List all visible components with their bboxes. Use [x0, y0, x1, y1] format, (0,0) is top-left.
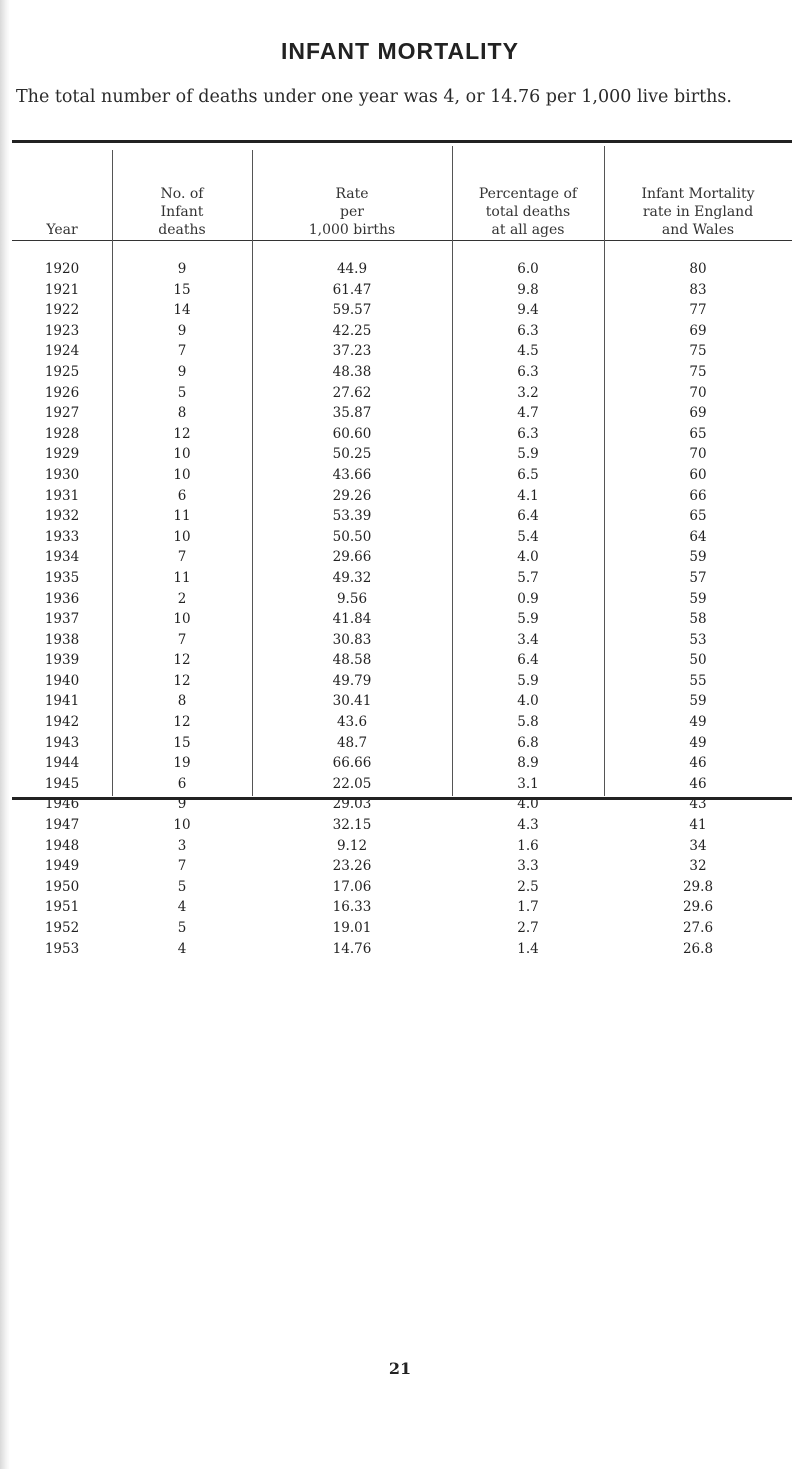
year-cell: 1951: [44, 899, 80, 916]
england-rate-cell: 77: [689, 302, 707, 319]
table-row: [12, 877, 792, 898]
percentage-cell: 4.3: [517, 817, 539, 834]
deaths-cell: 7: [177, 343, 187, 360]
rate-cell: 41.84: [332, 611, 372, 628]
percentage-cell: 1.6: [517, 837, 539, 854]
header-rate-line: 1,000 births: [308, 222, 396, 238]
table-row: [12, 341, 792, 362]
table-row: [12, 321, 792, 342]
header-deaths: [112, 143, 252, 247]
year-cell: 1946: [44, 796, 80, 813]
england-rate-cell: 49: [689, 714, 707, 731]
deaths-cell: 5: [177, 384, 187, 401]
table-row: [12, 691, 792, 712]
percentage-cell: 6.4: [517, 508, 539, 525]
deaths-cell: 11: [173, 508, 191, 525]
table-row: [12, 362, 792, 383]
rate-cell: 22.05: [332, 775, 372, 792]
deaths-cell: 9: [177, 363, 187, 380]
rate-cell: 32.15: [332, 817, 372, 834]
header-percentage-line: at all ages: [491, 222, 565, 238]
percentage-cell: 6.3: [517, 363, 539, 380]
table-header-row: [12, 143, 792, 247]
england-rate-cell: 70: [689, 446, 707, 463]
table-row: [12, 794, 792, 815]
england-rate-cell: 46: [689, 755, 707, 772]
rate-cell: 23.26: [332, 858, 372, 875]
header-percentage-line: Percentage of: [478, 186, 578, 202]
table-row: [12, 836, 792, 857]
table-row: [12, 547, 792, 568]
england-rate-cell: 59: [689, 693, 707, 710]
deaths-cell: 4: [177, 940, 187, 957]
rate-cell: 49.32: [332, 569, 372, 586]
england-rate-cell: 57: [689, 569, 707, 586]
header-england-line: and Wales: [661, 222, 735, 238]
rate-cell: 17.06: [332, 878, 372, 895]
rate-cell: 30.41: [332, 693, 372, 710]
deaths-cell: 3: [177, 837, 187, 854]
percentage-cell: 5.9: [517, 446, 539, 463]
deaths-cell: 10: [173, 446, 191, 463]
deaths-cell: 12: [173, 672, 191, 689]
rate-cell: 29.66: [332, 549, 372, 566]
deaths-cell: 10: [173, 611, 191, 628]
table-row: [12, 650, 792, 671]
england-rate-cell: 59: [689, 549, 707, 566]
england-rate-cell: 69: [689, 405, 707, 422]
rate-cell: 44.9: [336, 261, 368, 277]
year-cell: 1934: [44, 549, 80, 566]
table-row: [12, 568, 792, 589]
deaths-cell: 15: [173, 734, 191, 751]
table-row: [12, 609, 792, 630]
england-rate-cell: 75: [689, 343, 707, 360]
england-rate-cell: 65: [689, 425, 707, 442]
header-percentage: [452, 143, 604, 247]
year-cell: 1935: [44, 569, 80, 586]
percentage-cell: 1.4: [517, 940, 539, 957]
rate-cell: 27.62: [332, 384, 372, 401]
table-row: [12, 486, 792, 507]
rate-cell: 9.56: [336, 590, 368, 607]
table-row: [12, 630, 792, 651]
year-cell: 1952: [44, 920, 80, 936]
rate-cell: 66.66: [332, 755, 372, 772]
percentage-cell: 9.4: [517, 302, 539, 319]
header-england-wales: [604, 143, 792, 247]
england-rate-cell: 29.6: [682, 899, 714, 916]
table-row: [12, 465, 792, 486]
year-cell: 1933: [44, 528, 80, 545]
table-row: [12, 897, 792, 918]
table-row: [12, 712, 792, 733]
england-rate-cell: 43: [689, 796, 707, 813]
year-cell: 1930: [44, 466, 80, 483]
year-cell: 1949: [44, 858, 80, 875]
england-rate-cell: 69: [689, 322, 707, 339]
year-cell: 1937: [44, 611, 80, 628]
table-row: [12, 733, 792, 754]
deaths-cell: 14: [173, 302, 191, 319]
year-cell: 1950: [44, 878, 80, 895]
rate-cell: 19.01: [332, 920, 372, 936]
percentage-cell: 4.0: [517, 693, 539, 710]
percentage-cell: 4.5: [517, 343, 539, 360]
deaths-cell: 6: [177, 775, 187, 792]
england-rate-cell: 66: [689, 487, 707, 504]
deaths-cell: 2: [177, 590, 187, 607]
year-cell: 1943: [44, 734, 80, 751]
rate-cell: 59.57: [332, 302, 372, 319]
deaths-cell: 9: [177, 796, 187, 813]
percentage-cell: 3.2: [517, 384, 539, 401]
table-row: [12, 939, 792, 960]
england-rate-cell: 34: [689, 837, 707, 854]
year-cell: 1940: [44, 672, 80, 689]
england-rate-cell: 55: [689, 672, 707, 689]
year-cell: 1936: [44, 590, 80, 607]
page-title: INFANT MORTALITY: [281, 38, 519, 64]
percentage-cell: 8.9: [517, 755, 539, 772]
rate-cell: 48.38: [332, 363, 372, 380]
deaths-cell: 9: [177, 322, 187, 339]
percentage-cell: 5.9: [517, 672, 539, 689]
page-edge-shadow: [0, 0, 10, 1469]
table-row: [12, 527, 792, 548]
header-deaths-line: Infant: [160, 204, 204, 220]
header-deaths-line: No. of: [160, 186, 204, 202]
england-rate-cell: 46: [689, 775, 707, 792]
england-rate-cell: 83: [689, 281, 707, 298]
year-cell: 1938: [44, 631, 80, 648]
percentage-cell: 6.3: [517, 322, 539, 339]
intro-text: The total number of deaths under one year was 4, or 14.76 per 1,000 live births.: [16, 87, 732, 107]
england-rate-cell: 64: [689, 528, 707, 545]
rate-cell: 43.6: [336, 714, 368, 731]
year-cell: 1923: [44, 322, 80, 339]
rate-cell: 35.87: [332, 405, 372, 422]
england-rate-cell: 53: [689, 631, 707, 648]
england-rate-cell: 27.6: [682, 920, 714, 936]
deaths-cell: 10: [173, 528, 191, 545]
header-year-line: Year: [46, 222, 78, 238]
deaths-cell: 12: [173, 714, 191, 731]
year-cell: 1953: [44, 940, 80, 957]
percentage-cell: 3.4: [517, 631, 539, 648]
deaths-cell: 19: [173, 755, 191, 772]
england-rate-cell: 32: [689, 858, 707, 875]
percentage-cell: 4.7: [517, 405, 539, 422]
england-rate-cell: 65: [689, 508, 707, 525]
header-england-line: rate in England: [642, 204, 754, 220]
rate-cell: 9.12: [336, 837, 368, 854]
england-rate-cell: 50: [689, 652, 707, 669]
percentage-cell: 5.4: [517, 528, 539, 545]
percentage-cell: 5.9: [517, 611, 539, 628]
table-row: [12, 918, 792, 939]
rate-cell: 50.25: [332, 446, 372, 463]
deaths-cell: 6: [177, 487, 187, 504]
year-cell: 1929: [44, 446, 80, 463]
year-cell: 1928: [44, 425, 80, 442]
table-row: [12, 815, 792, 836]
rate-cell: 37.23: [332, 343, 372, 360]
year-cell: 1931: [44, 487, 80, 504]
table-row: [12, 444, 792, 465]
percentage-cell: 5.8: [517, 714, 539, 731]
percentage-cell: 4.0: [517, 549, 539, 566]
percentage-cell: 6.0: [517, 261, 539, 277]
percentage-cell: 3.1: [517, 775, 539, 792]
year-cell: 1941: [44, 693, 80, 710]
deaths-cell: 8: [177, 405, 187, 422]
percentage-cell: 3.3: [517, 858, 539, 875]
year-cell: 1920: [44, 261, 80, 277]
percentage-cell: 6.5: [517, 466, 539, 483]
deaths-cell: 11: [173, 569, 191, 586]
england-rate-cell: 41: [689, 817, 707, 834]
table-row: [12, 856, 792, 877]
rate-cell: 29.03: [332, 796, 372, 813]
percentage-cell: 6.3: [517, 425, 539, 442]
deaths-cell: 15: [173, 281, 191, 298]
year-cell: 1924: [44, 343, 80, 360]
infant-mortality-table: [12, 143, 792, 959]
year-cell: 1932: [44, 508, 80, 525]
rate-cell: 42.25: [332, 322, 372, 339]
table-row: [12, 671, 792, 692]
deaths-cell: 10: [173, 466, 191, 483]
deaths-cell: 10: [173, 817, 191, 834]
percentage-cell: 6.4: [517, 652, 539, 669]
table-row: [12, 753, 792, 774]
rate-cell: 43.66: [332, 466, 372, 483]
year-cell: 1947: [44, 817, 80, 834]
header-rate-line: Rate: [335, 186, 369, 202]
deaths-cell: 5: [177, 920, 187, 936]
rate-cell: 14.76: [332, 940, 372, 957]
rate-cell: 61.47: [332, 281, 372, 298]
percentage-cell: 5.7: [517, 569, 539, 586]
table-row: [12, 589, 792, 610]
rate-cell: 53.39: [332, 508, 372, 525]
percentage-cell: 0.9: [517, 590, 539, 607]
header-rate: [252, 143, 452, 247]
england-rate-cell: 75: [689, 363, 707, 380]
year-cell: 1927: [44, 405, 80, 422]
england-rate-cell: 29.8: [682, 878, 714, 895]
page-number: 21: [388, 1359, 412, 1378]
year-cell: 1921: [44, 281, 80, 298]
header-rate-line: per: [340, 204, 364, 220]
table-row: [12, 300, 792, 321]
deaths-cell: 8: [177, 693, 187, 710]
deaths-cell: 12: [173, 425, 191, 442]
year-cell: 1944: [44, 755, 80, 772]
england-rate-cell: 60: [689, 466, 707, 483]
table-row: [12, 247, 792, 280]
deaths-cell: 7: [177, 858, 187, 875]
deaths-cell: 7: [177, 549, 187, 566]
england-rate-cell: 80: [689, 261, 707, 277]
table-row: [12, 403, 792, 424]
percentage-cell: 2.7: [517, 920, 539, 936]
year-cell: 1922: [44, 302, 80, 319]
percentage-cell: 4.0: [517, 796, 539, 813]
rate-cell: 48.58: [332, 652, 372, 669]
year-cell: 1925: [44, 363, 80, 380]
table-row: [12, 506, 792, 527]
deaths-cell: 9: [177, 261, 187, 277]
year-cell: 1926: [44, 384, 80, 401]
england-rate-cell: 59: [689, 590, 707, 607]
table-row: [12, 774, 792, 795]
percentage-cell: 9.8: [517, 281, 539, 298]
table-row: [12, 280, 792, 301]
percentage-cell: 1.7: [517, 899, 539, 916]
header-deaths-line: deaths: [158, 222, 206, 238]
deaths-cell: 12: [173, 652, 191, 669]
year-cell: 1945: [44, 775, 80, 792]
england-rate-cell: 70: [689, 384, 707, 401]
rate-cell: 30.83: [332, 631, 372, 648]
england-rate-cell: 49: [689, 734, 707, 751]
deaths-cell: 7: [177, 631, 187, 648]
percentage-cell: 2.5: [517, 878, 539, 895]
percentage-cell: 6.8: [517, 734, 539, 751]
percentage-cell: 4.1: [517, 487, 539, 504]
rate-cell: 48.7: [336, 734, 368, 751]
header-england-line: Infant Mortality: [641, 186, 755, 202]
rate-cell: 60.60: [332, 425, 372, 442]
header-percentage-line: total deaths: [485, 204, 571, 220]
england-rate-cell: 58: [689, 611, 707, 628]
rate-cell: 16.33: [332, 899, 372, 916]
table-body: [12, 247, 792, 959]
deaths-cell: 4: [177, 899, 187, 916]
rate-cell: 49.79: [332, 672, 372, 689]
year-cell: 1948: [44, 837, 80, 854]
england-rate-cell: 26.8: [682, 940, 714, 957]
table-row: [12, 424, 792, 445]
header-year: [12, 143, 112, 247]
year-cell: 1942: [44, 714, 80, 731]
table-row: [12, 383, 792, 404]
rate-cell: 29.26: [332, 487, 372, 504]
deaths-cell: 5: [177, 878, 187, 895]
year-cell: 1939: [44, 652, 80, 669]
rate-cell: 50.50: [332, 528, 372, 545]
